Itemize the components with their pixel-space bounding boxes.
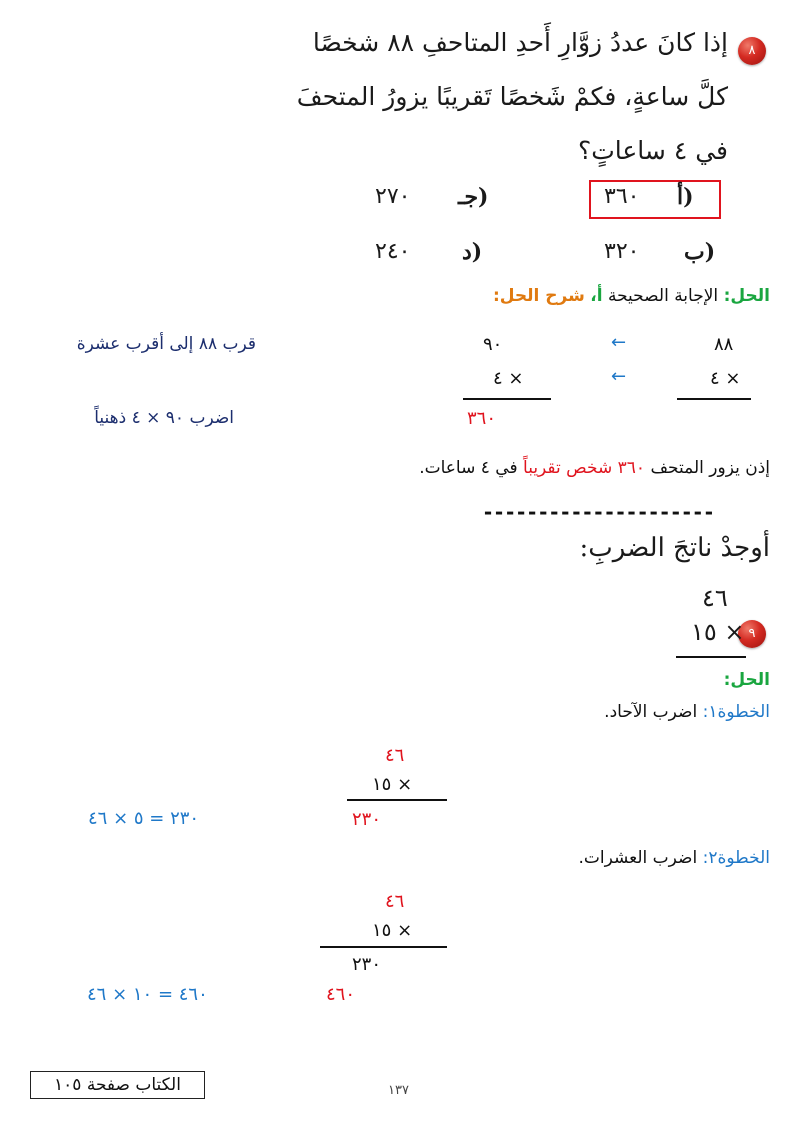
option-d-label: د): [462, 239, 483, 265]
page-number: ١٣٧: [388, 1083, 409, 1098]
question-number: ٩: [748, 626, 756, 641]
step1-multiplier: ١٥ ×: [372, 774, 413, 795]
question-text-line1: إذا كانَ عددُ زوَّارِ أَحدِ المتاحفِ ٨٨ شخصًا: [312, 28, 728, 57]
option-b-label: ب): [684, 239, 716, 265]
step1-label: الخطوة١:: [702, 702, 770, 722]
original-result-line: [677, 398, 751, 400]
q9-bottom-number: ١٥ ×: [691, 618, 745, 646]
step2-note: ٤٦٠ = ١٠ × ٤٦: [87, 984, 208, 1005]
mental-multiply-note: اضرب ٩٠ × ٤ ذهنياً: [94, 408, 234, 428]
step1-text: اضرب الآحاد.: [604, 702, 698, 722]
solution-label: الحل:: [723, 286, 770, 306]
rounded-multiplier: ٤ ×: [493, 368, 524, 389]
step1-note: ٢٣٠ = ٥ × ٤٦: [88, 808, 200, 829]
question-number-badge: [738, 37, 766, 65]
q9-result-line: [676, 656, 746, 658]
arrow-icon: ←: [611, 332, 627, 353]
question-text-line2: كلَّ ساعةٍ، فكمْ شَخصًا تَقريبًا يزورُ المتحفَ: [296, 82, 728, 111]
step1-line: [604, 702, 770, 722]
step2-partial: ٢٣٠: [352, 954, 382, 975]
option-b-value: ٣٢٠: [604, 239, 640, 264]
conclusion-end: في ٤ ساعات.: [419, 458, 518, 478]
q9-top-number: ٤٦: [702, 584, 728, 612]
rounded-result-line: [463, 398, 551, 400]
option-d-value: ٢٤٠: [375, 239, 411, 264]
separator: ---------------------: [482, 500, 714, 524]
section-title: أوجدْ ناتجَ الضربِ:: [579, 533, 770, 563]
conclusion-highlight: ٣٦٠ شخص تقريباً: [523, 458, 646, 478]
step2-result: ٤٦٠: [326, 984, 356, 1005]
explain-label: شرح الحل:: [492, 286, 585, 306]
step2-text: اضرب العشرات.: [578, 848, 698, 868]
conclusion-start: إذن يزور المتحف: [650, 458, 770, 478]
question-text-line3: في ٤ ساعاتٍ؟: [577, 136, 728, 165]
q9-solution-label: الحل:: [723, 670, 770, 690]
rounding-note: قرب ٨٨ إلى أقرب عشرة: [76, 334, 256, 354]
step2-line: [578, 848, 770, 868]
original-top-number: ٨٨: [714, 334, 734, 355]
step2-result-line: [320, 946, 447, 948]
conclusion-line: [419, 458, 770, 478]
option-c-label: جـ): [458, 184, 489, 210]
option-c-value: ٢٧٠: [375, 184, 411, 209]
arrow-icon: ←: [611, 366, 627, 387]
step1-top-number: ٤٦: [385, 745, 405, 766]
question-number: ٨: [748, 43, 756, 58]
original-multiplier: ٤ ×: [710, 368, 741, 389]
step2-multiplier: ١٥ ×: [372, 920, 413, 941]
step1-result-line: [347, 799, 447, 801]
step1-result: ٢٣٠: [352, 809, 382, 830]
rounded-result: ٣٦٠: [467, 408, 497, 429]
step2-label: الخطوة٢:: [702, 848, 770, 868]
answer-letter: أ،: [590, 286, 603, 306]
solution-line: [493, 286, 770, 306]
answer-text: الإجابة الصحيحة: [607, 286, 719, 306]
step2-top-number: ٤٦: [385, 891, 405, 912]
option-a-label: أ): [677, 184, 694, 210]
rounded-top-number: ٩٠: [483, 334, 503, 355]
option-a-value: ٣٦٠: [604, 184, 640, 209]
book-reference: الكتاب صفحة ١٠٥: [30, 1071, 205, 1099]
